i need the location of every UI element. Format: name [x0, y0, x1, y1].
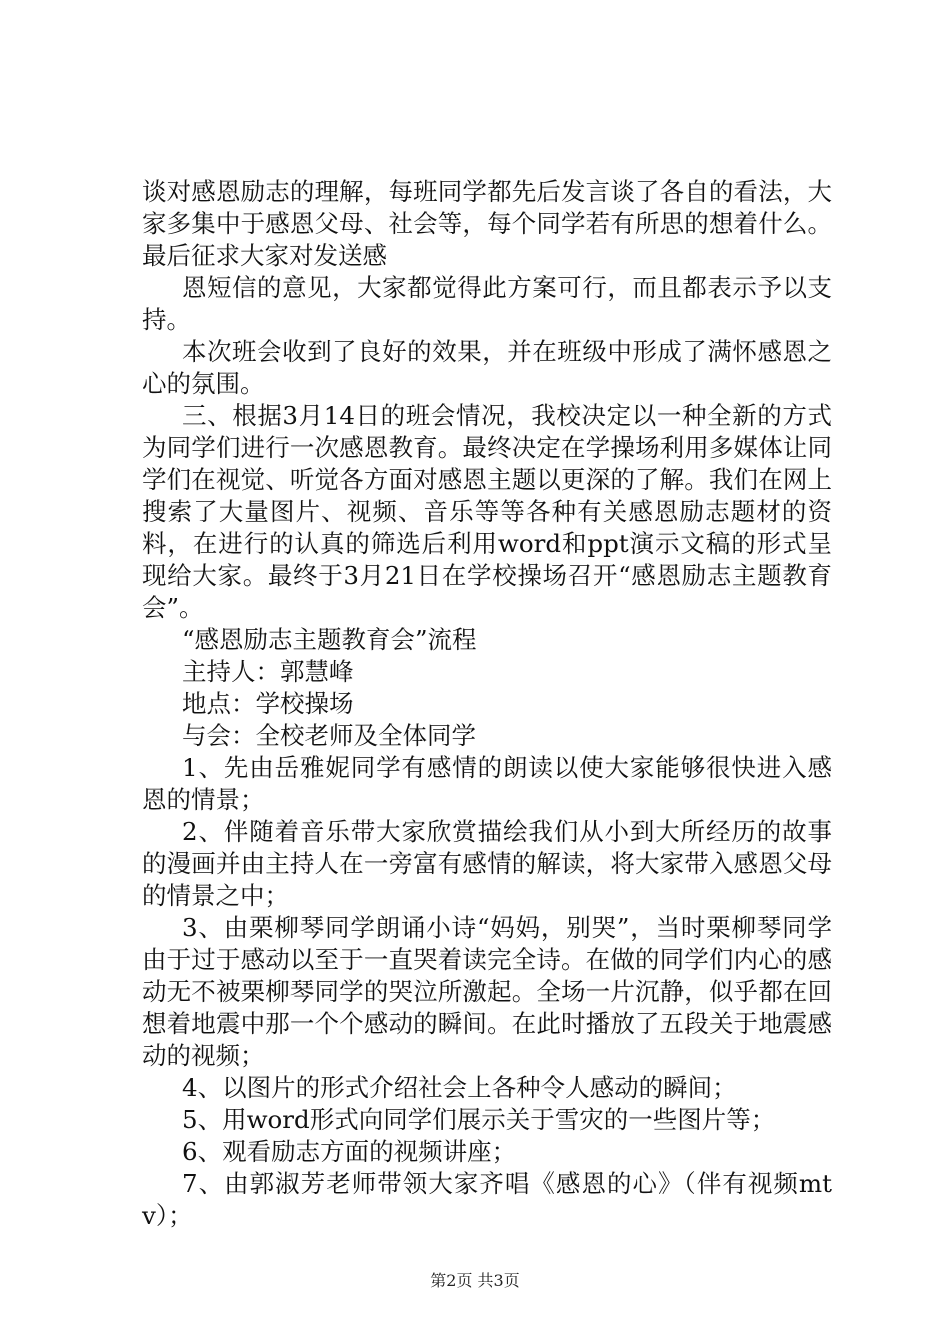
document-body [142, 176, 832, 1232]
paragraph-10: 2、伴随着音乐带大家欣赏描绘我们从小到大所经历的故事的漫画并由主持人在一旁富有感情的解读，将大家带入感恩父母的情景之中； [142, 817, 832, 910]
paragraph-14: 6、观看励志方面的视频讲座； [182, 1137, 517, 1166]
paragraph-3: 本次班会收到了良好的效果，并在班级中形成了满怀感恩之心的氛围。 [142, 337, 832, 398]
paragraph-4: 三、根据3月14日的班会情况，我校决定以一种全新的方式为同学们进行一次感恩教育。最终决定在学操场利用多媒体让同学们在视觉、听觉各方面对感恩主题以更深的了解。我们在网上搜索了大量图片、视频、音乐等等各种有关感恩励志题材的资料，在进行的认真的筛选后利用word和ppt演示文稿的形式呈现给大家。最终于3月21日在学校操场召开“感恩励志主题教育会”。 [142, 401, 832, 622]
paragraph-2: 恩短信的意见，大家都觉得此方案可行，而且都表示予以支持。 [142, 273, 832, 334]
paragraph-8: 与会：全校老师及全体同学 [182, 721, 476, 750]
paragraph-6: 主持人：郭慧峰 [182, 657, 354, 686]
paragraph-11: 3、由栗柳琴同学朗诵小诗“妈妈，别哭”，当时栗柳琴同学由于过于感动以至于一直哭着读完全诗。在做的同学们内心的感动无不被栗柳琴同学的哭泣所激起。全场一片沉静，似乎都在回想着地震中那一个个感动的瞬间。在此时播放了五段关于地震感动的视频； [142, 913, 832, 1070]
page-number-footer: 第2页 共3页 [430, 1271, 520, 1290]
paragraph-15: 7、由郭淑芳老师带领大家齐唱《感恩的心》（伴有视频mtv）； [142, 1169, 832, 1230]
paragraph-9: 1、先由岳雅妮同学有感情的朗读以使大家能够很快进入感恩的情景； [142, 753, 832, 814]
paragraph-5: “感恩励志主题教育会”流程 [182, 625, 477, 654]
paragraph-12: 4、以图片的形式介绍社会上各种令人感动的瞬间； [182, 1073, 737, 1102]
paragraph-13: 5、用word形式向同学们展示关于雪灾的一些图片等； [182, 1105, 776, 1134]
paragraph-1: 谈对感恩励志的理解，每班同学都先后发言谈了各自的看法，大家多集中于感恩父母、社会等，每个同学若有所思的想着什么。最后征求大家对发送感 [142, 177, 832, 270]
paragraph-7: 地点：学校操场 [182, 689, 354, 718]
